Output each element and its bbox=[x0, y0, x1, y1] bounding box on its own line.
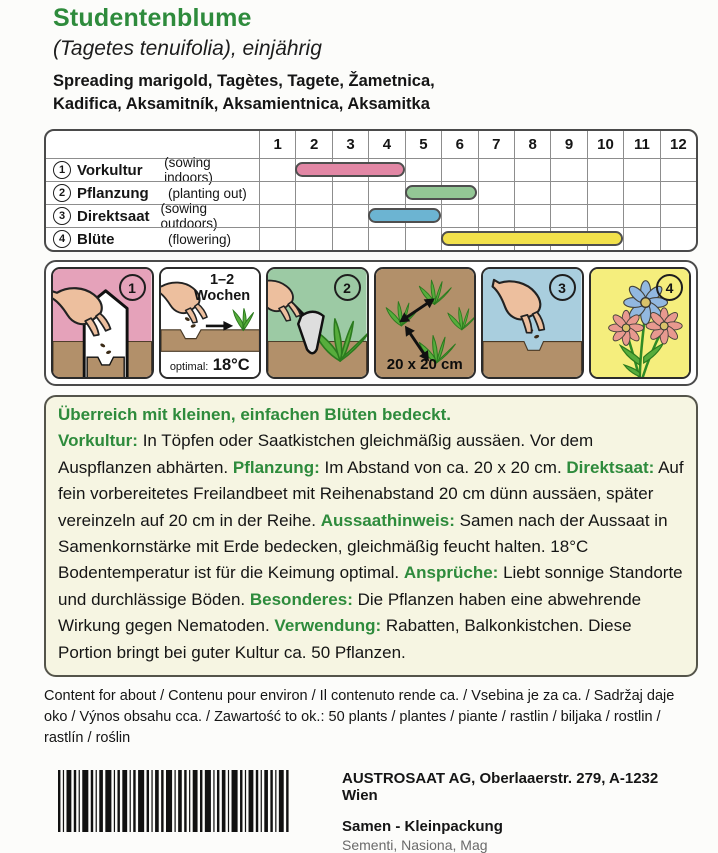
row-label-de: Direktsaat bbox=[77, 207, 150, 225]
row-label-de: Pflanzung bbox=[77, 184, 149, 202]
calendar-row-direktsaat bbox=[46, 201, 696, 231]
month-cell bbox=[587, 205, 623, 227]
calendar-row-pflanzung bbox=[46, 181, 696, 204]
step-number-badge: 1 bbox=[53, 161, 71, 179]
barcode bbox=[58, 770, 291, 832]
keyword-besonderes: Besonderes: bbox=[249, 589, 353, 609]
month-cell bbox=[623, 228, 659, 250]
description-text: Liebt sonnige Standorte und durchlässige Böden. bbox=[58, 563, 683, 609]
month-cell bbox=[514, 205, 550, 227]
month-cell bbox=[295, 182, 331, 204]
month-header-cell: 4 bbox=[368, 131, 404, 158]
calendar-bar-blüte bbox=[441, 231, 623, 246]
row-label-en: (flowering) bbox=[168, 231, 232, 247]
calendar-row-vorkultur bbox=[46, 155, 696, 185]
row-label-en: (sowing indoors) bbox=[164, 155, 213, 185]
description-text: Samen nach der Aussaat in Samenkornstärke mit Erde bedecken, gleichmäßig feucht halten. 18°C Bodentemperatur ist für die Keimung optimal. bbox=[58, 510, 668, 583]
month-header-cell: 1 bbox=[259, 131, 295, 158]
header bbox=[44, 0, 698, 116]
weeks-range: 1–2 bbox=[209, 272, 235, 288]
pink-flower-icon bbox=[608, 310, 643, 345]
month-cell bbox=[550, 159, 586, 181]
month-cell bbox=[550, 205, 586, 227]
synonyms-line-2: Kadifica, Aksamitník, Aksamientnica, Aksamitka bbox=[53, 95, 430, 113]
calendar-track bbox=[259, 159, 696, 181]
content-note: Content for about / Contenu pour environ / Il contenuto rende ca. / Vsebina je za ca. / Sadržaj daje oko / Výnos obsahu cca. / Zawartość to ok.: 50 plants / plantes / piante / rastlin / biljaka / rostlin / rastlín / roślin bbox=[44, 688, 675, 747]
month-cell bbox=[550, 182, 586, 204]
month-cell bbox=[660, 182, 696, 204]
month-cell bbox=[587, 182, 623, 204]
calendar-track bbox=[259, 205, 696, 227]
package-type: Samen - Kleinpackung bbox=[342, 818, 503, 836]
synonym-names bbox=[53, 70, 698, 116]
pictogram-planting-out bbox=[266, 267, 369, 379]
month-header-cell: 5 bbox=[405, 131, 441, 158]
month-header-cell: 12 bbox=[660, 131, 696, 158]
keyword-pflanzung: Pflanzung: bbox=[232, 457, 320, 477]
month-cell bbox=[332, 205, 368, 227]
company-address: AUSTROSAAT AG, Oberlaaerstr. 279, A-1232 Wien bbox=[342, 770, 659, 805]
month-cell bbox=[478, 205, 514, 227]
month-cell bbox=[660, 228, 696, 250]
month-cell bbox=[623, 182, 659, 204]
keyword-verwendung: Verwendung: bbox=[274, 616, 382, 636]
month-cell bbox=[332, 228, 368, 250]
month-header-cell: 11 bbox=[623, 131, 659, 158]
page-title: Studentenblume bbox=[53, 4, 252, 32]
pictogram-sowing-outdoors bbox=[481, 267, 584, 379]
month-cell bbox=[478, 182, 514, 204]
growing-calendar bbox=[44, 129, 698, 252]
step-number-badge: 4 bbox=[53, 230, 71, 248]
pictogram-spacing bbox=[374, 267, 477, 379]
step-number-badge: 2 bbox=[53, 184, 71, 202]
month-cell bbox=[514, 182, 550, 204]
month-header-cell: 10 bbox=[587, 131, 623, 158]
month-cell bbox=[259, 182, 295, 204]
month-cell bbox=[368, 182, 404, 204]
package-type-translations: Sementi, Nasiona, Mag bbox=[342, 837, 488, 853]
calendar-track bbox=[259, 182, 696, 204]
month-cell bbox=[587, 159, 623, 181]
calendar-header-spacer bbox=[46, 131, 259, 158]
month-cell bbox=[441, 205, 477, 227]
month-cell bbox=[623, 205, 659, 227]
month-header-cell: 3 bbox=[332, 131, 368, 158]
month-header-cell: 9 bbox=[550, 131, 586, 158]
month-header-cell: 8 bbox=[514, 131, 550, 158]
soil bbox=[161, 330, 260, 351]
keyword-direktsaat: Direktsaat: bbox=[566, 457, 655, 477]
row-label-en: (planting out) bbox=[168, 185, 247, 201]
pictogram-wait-weeks bbox=[159, 267, 262, 379]
pink-flower-icon bbox=[646, 308, 682, 344]
description-text: Rabatten, Balkonkistchen. Diese Portion bringt bei guter Kultur ca. 50 Pflanzen. bbox=[58, 616, 632, 662]
botanical-name: (Tagetes tenuifolia), einjährig bbox=[53, 37, 322, 60]
description-text: Im Abstand von ca. 20 x 20 cm. bbox=[324, 457, 562, 477]
month-cell bbox=[259, 228, 295, 250]
month-header-cell: 2 bbox=[295, 131, 331, 158]
footer bbox=[44, 770, 698, 853]
month-cell bbox=[405, 159, 441, 181]
tile-step-number: 3 bbox=[549, 274, 576, 301]
tile-step-number: 4 bbox=[656, 274, 683, 301]
month-cell bbox=[441, 159, 477, 181]
keyword-aussaathinweis: Aussaathinweis: bbox=[320, 510, 455, 530]
calendar-row-bluete bbox=[46, 227, 696, 250]
month-cell bbox=[405, 228, 441, 250]
pictogram-sowing-indoors bbox=[51, 267, 154, 379]
month-cell bbox=[332, 182, 368, 204]
month-cell bbox=[660, 205, 696, 227]
month-cell bbox=[295, 228, 331, 250]
description-text: Die Pflanzen haben eine abwehrende Wirkung gegen Nematoden. bbox=[58, 589, 642, 636]
month-cell bbox=[623, 159, 659, 181]
seed-packet-back bbox=[44, 0, 698, 853]
optimal-word: optimal: bbox=[169, 361, 209, 373]
calendar-bar-direktsaat bbox=[368, 208, 441, 223]
optimal-temperature-label bbox=[161, 356, 260, 375]
calendar-bar-pflanzung bbox=[405, 185, 478, 200]
month-header-cell: 6 bbox=[441, 131, 477, 158]
publisher-block bbox=[342, 770, 698, 853]
month-cell bbox=[295, 205, 331, 227]
description-body bbox=[58, 428, 684, 666]
month-cell bbox=[368, 228, 404, 250]
row-label-de: Blüte bbox=[77, 230, 115, 248]
calendar-row-label bbox=[46, 201, 259, 231]
step-number-badge: 3 bbox=[53, 207, 71, 225]
month-cell bbox=[514, 159, 550, 181]
culture-description bbox=[44, 395, 698, 677]
month-cell bbox=[478, 159, 514, 181]
calendar-row-label bbox=[46, 155, 259, 185]
calendar-month-header-row bbox=[46, 131, 696, 158]
wait-duration-label bbox=[186, 272, 258, 304]
keyword-vorkultur: Vorkultur: bbox=[58, 431, 138, 451]
pictogram-strip bbox=[44, 260, 698, 386]
description-text: In Töpfen oder Saatkistchen gleichmäßig aussäen. Vor dem Auspflanzen abhärten. bbox=[58, 431, 594, 477]
description-headline: Überreich mit kleinen, einfachen Blüten bedeckt. bbox=[58, 405, 451, 424]
month-cell bbox=[259, 159, 295, 181]
calendar-month-header-track bbox=[259, 131, 696, 158]
tile-step-number: 1 bbox=[119, 274, 146, 301]
calendar-bar-vorkultur bbox=[295, 162, 404, 177]
temperature-value: 18°C bbox=[212, 356, 250, 374]
weeks-word: Wochen bbox=[194, 288, 251, 304]
calendar-track bbox=[259, 228, 696, 250]
keyword-ansprueche: Ansprüche: bbox=[403, 563, 499, 583]
row-label-en: (sowing outdoors) bbox=[160, 201, 218, 231]
tile-step-number: 2 bbox=[334, 274, 361, 301]
pictogram-flowering bbox=[589, 267, 692, 379]
row-label-de: Vorkultur bbox=[77, 161, 143, 179]
month-cell bbox=[660, 159, 696, 181]
month-cell bbox=[259, 205, 295, 227]
month-header-cell: 7 bbox=[478, 131, 514, 158]
spacing-caption: 20 x 20 cm bbox=[386, 356, 463, 373]
calendar-row-label bbox=[46, 228, 259, 250]
synonyms-line-1: Spreading marigold, Tagètes, Tagete, Žametnica, bbox=[53, 72, 435, 90]
description-text: Auf fein vorbereitetes Freilandbeet mit Reihenabstand 20 cm dünn aussäen, später vereinzeln auf 20 cm in der Reihe. bbox=[58, 457, 684, 530]
